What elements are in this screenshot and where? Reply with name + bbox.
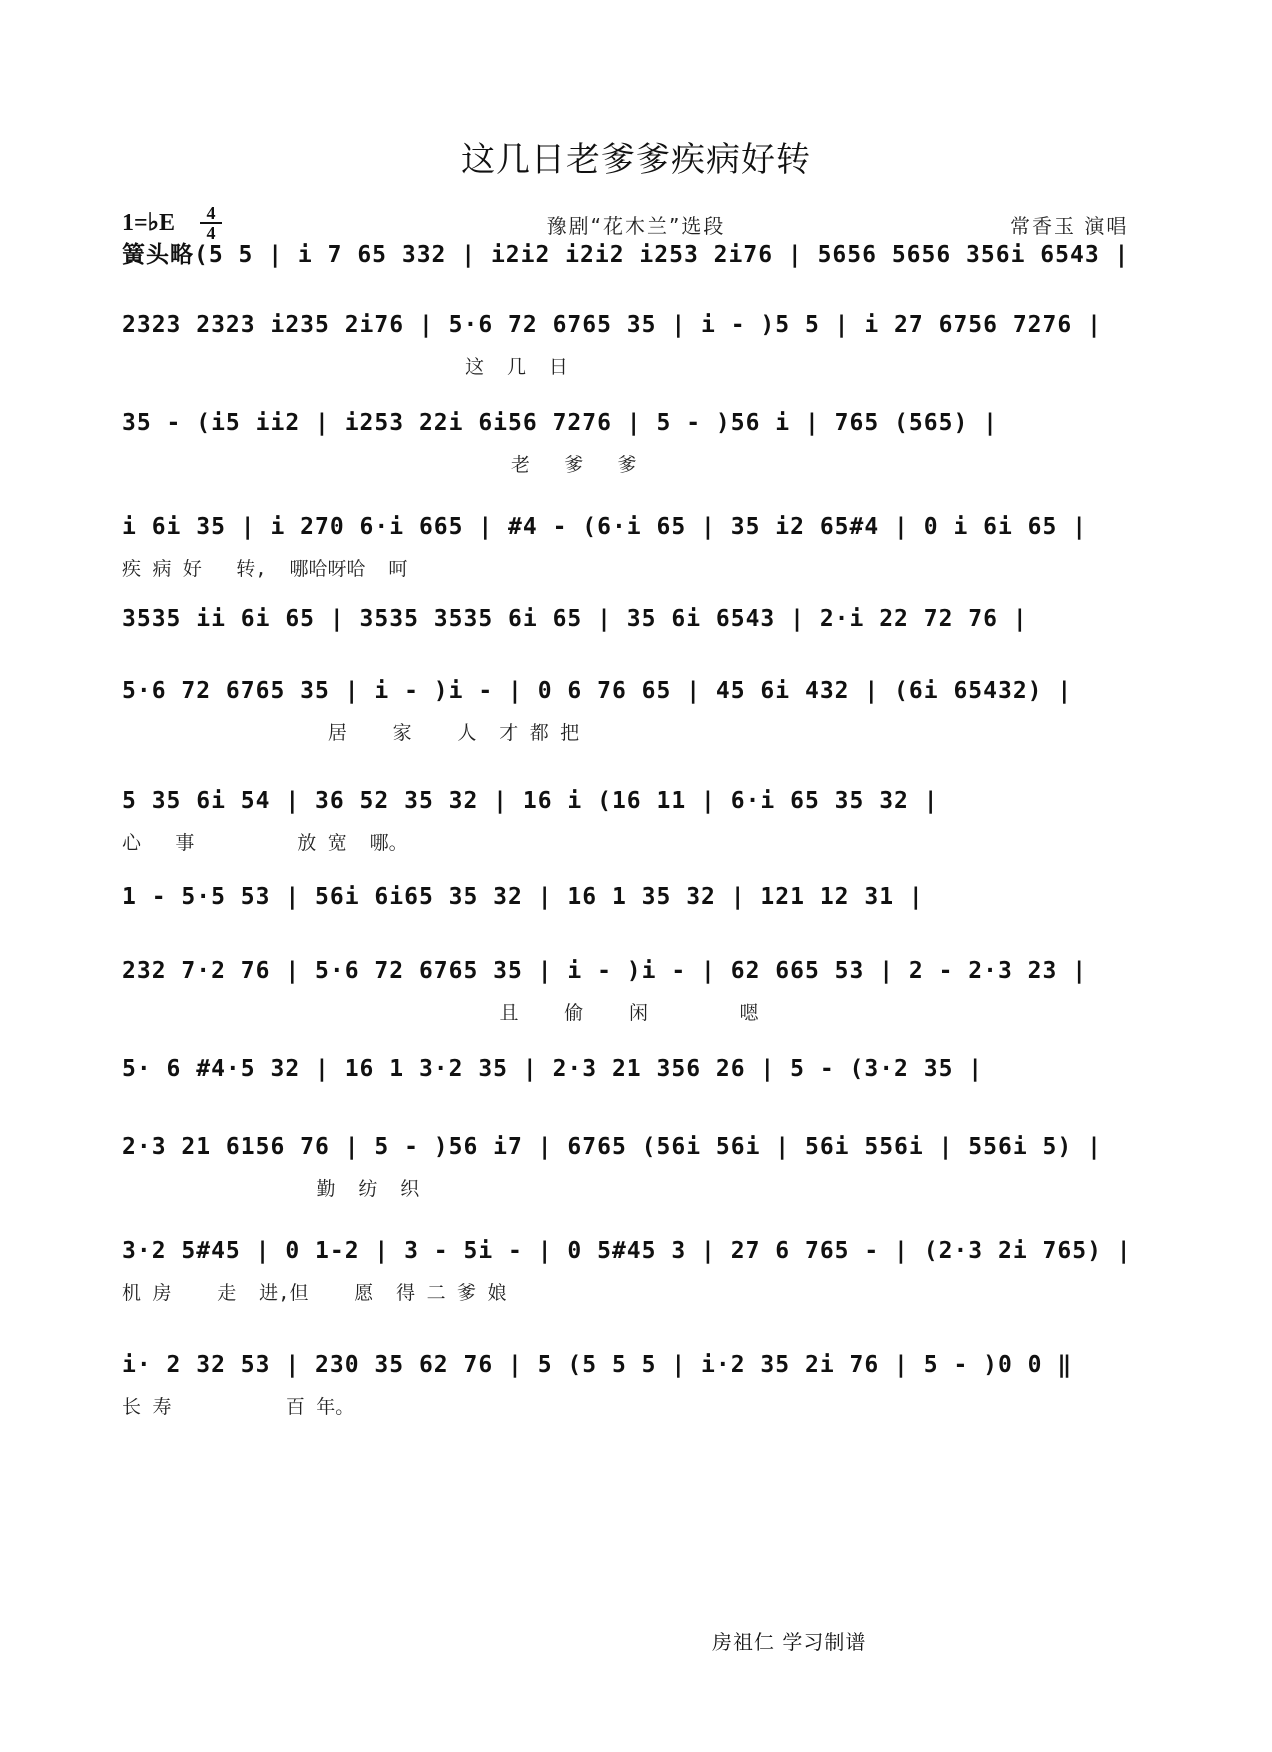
music-line-5 (122, 606, 1150, 668)
music-line-4 (122, 514, 1150, 580)
lyrics-line: 心 事 放 宽 哪。 (122, 832, 408, 854)
music-line-7 (122, 788, 1150, 854)
transcriber-credit: 房祖仁 学习制谱 (712, 1630, 867, 1654)
lyrics-line: 勤 纺 织 (122, 1178, 420, 1200)
notation-line: 35 - (i5 ii2 | i253 22i 6i56 7276 | 5 - )56 i | 765 (565) | (122, 410, 998, 436)
lyrics-line: 长 寿 百 年。 (122, 1396, 355, 1418)
notation-line: 簧头略(5 5 | i 7 65 332 | i2i2 i2i2 i253 2i76 | 5656 5656 356i 6543 | (122, 242, 1130, 268)
music-line-1 (122, 236, 1150, 298)
song-title: 这几日老爹爹疾病好转 (461, 140, 811, 180)
music-line-10 (122, 1056, 1150, 1118)
music-line-13 (122, 1352, 1150, 1418)
music-line-6 (122, 678, 1150, 744)
lyrics-line: 这 几 日 (122, 356, 568, 378)
lyrics-line: 疾 病 好 转, 哪哈呀哈 呵 (122, 558, 408, 580)
key-signature: 1=♭E (122, 210, 176, 236)
notation-line: 3535 ii 6i 65 | 3535 3535 6i 65 | 35 6i 6543 | 2·i 22 72 76 | (122, 606, 1028, 632)
music-line-11 (122, 1134, 1150, 1200)
time-signature-bottom: 4 (200, 222, 222, 242)
lyrics-line: 老 爹 爹 (122, 454, 637, 476)
music-line-2 (122, 312, 1150, 378)
notation-line: 5·6 72 6765 35 | i - )i - | 0 6 76 65 | 45 6i 432 | (6i 65432) | (122, 678, 1073, 704)
music-line-9 (122, 958, 1150, 1024)
lyrics-line: 居 家 人 才 都 把 (122, 722, 580, 744)
notation-line: 5 35 6i 54 | 36 52 35 32 | 16 i (16 11 | 6·i 65 35 32 | (122, 788, 939, 814)
notation-line: 3·2 5#45 | 0 1-2 | 3 - 5i - | 0 5#45 3 | 27 6 765 - | (2·3 2i 765) | (122, 1238, 1132, 1264)
performer-credit: 常香玉 演唱 (1010, 214, 1129, 238)
time-signature-top: 4 (206, 203, 216, 223)
notation-line: i· 2 32 53 | 230 35 62 76 | 5 (5 5 5 | i·2 35 2i 76 | 5 - )0 0 ‖ (122, 1352, 1073, 1378)
music-line-12 (122, 1238, 1150, 1304)
notation-line: i 6i 35 | i 270 6·i 665 | #4 - (6·i 65 | 35 i2 65#4 | 0 i 6i 65 | (122, 514, 1088, 540)
notation-line: 2323 2323 i235 2i76 | 5·6 72 6765 35 | i - )5 5 | i 27 6756 7276 | (122, 312, 1102, 338)
music-line-3 (122, 410, 1150, 476)
notation-line: 1 - 5·5 53 | 56i 6i65 35 32 | 16 1 35 32 | 121 12 31 | (122, 884, 924, 910)
notation-line: 5· 6 #4·5 32 | 16 1 3·2 35 | 2·3 21 356 26 | 5 - (3·2 35 | (122, 1056, 984, 1082)
excerpt-subtitle: 豫剧“花木兰”选段 (546, 214, 726, 238)
notation-line: 2·3 21 6156 76 | 5 - )56 i7 | 6765 (56i 56i | 56i 556i | 556i 5) | (122, 1134, 1102, 1160)
lyrics-line: 机 房 走 进,但 愿 得 二 爹 娘 (122, 1282, 507, 1304)
music-line-8 (122, 884, 1150, 946)
notation-line: 232 7·2 76 | 5·6 72 6765 35 | i - )i - | 62 665 53 | 2 - 2·3 23 | (122, 958, 1088, 984)
lyrics-line: 且 偷 闲 嗯 (122, 1002, 759, 1024)
